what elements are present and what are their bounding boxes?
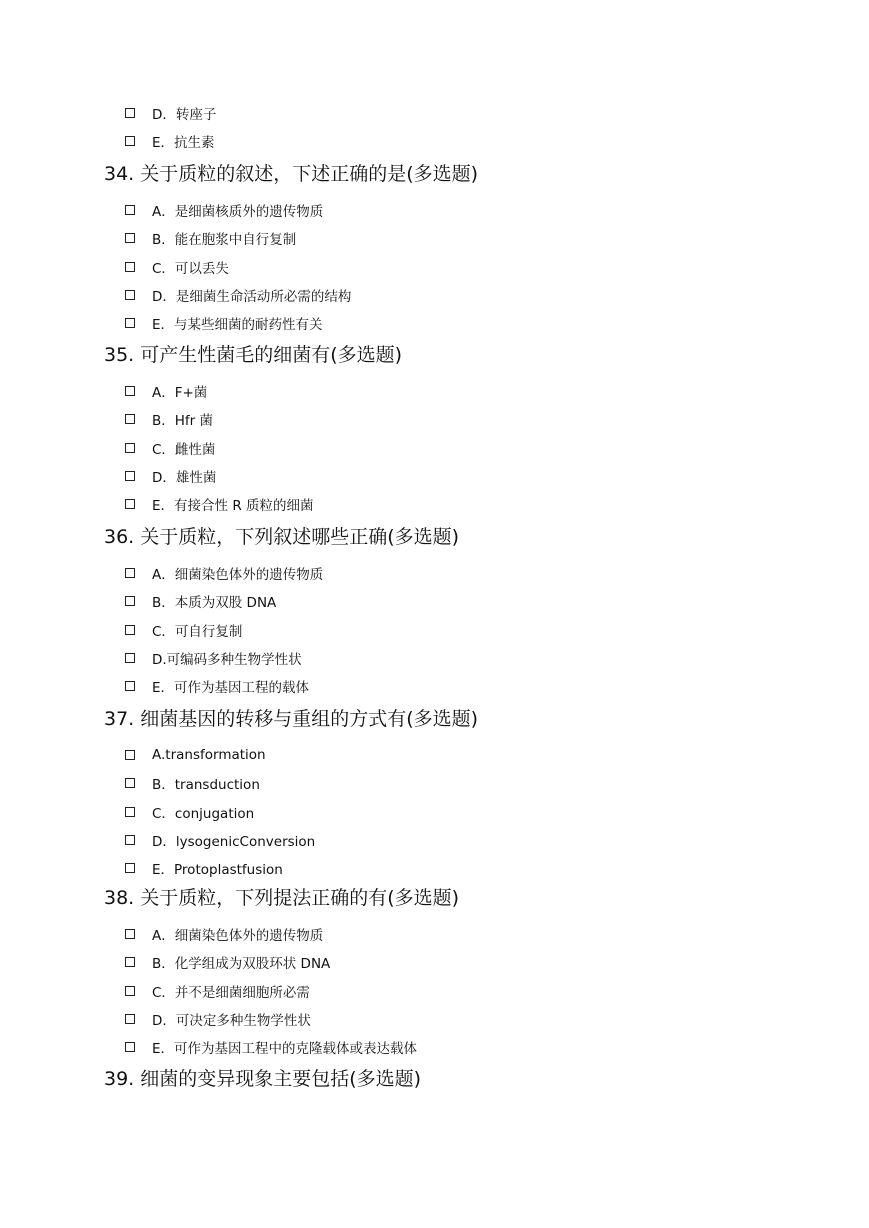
option-item[interactable]	[125, 285, 351, 305]
option-label: A.transformation	[152, 747, 266, 763]
checkbox-icon[interactable]	[125, 835, 135, 845]
checkbox-icon[interactable]	[125, 596, 135, 606]
option-item[interactable]	[125, 200, 323, 220]
option-label: E．与某些细菌的耐药性有关	[152, 317, 323, 334]
option-item[interactable]	[125, 952, 330, 972]
checkbox-icon[interactable]	[125, 262, 135, 272]
option-label: A．细菌染色体外的遗传物质	[152, 567, 324, 583]
option-label: C．并不是细菌细胞所必需	[152, 984, 310, 1001]
option-label: C．可以丢失	[152, 260, 229, 277]
checkbox-icon[interactable]	[125, 205, 135, 215]
option-item[interactable]	[125, 313, 323, 333]
question-title: 38. 关于质粒，下列提法正确的有(多选题)	[104, 887, 460, 909]
question-title: 34. 关于质粒的叙述，下述正确的是(多选题)	[104, 163, 479, 185]
checkbox-icon[interactable]	[125, 929, 135, 939]
checkbox-icon[interactable]	[125, 1042, 135, 1052]
checkbox-icon[interactable]	[125, 568, 135, 578]
option-item[interactable]	[125, 830, 315, 850]
option-label: D．lysogenicConversion	[152, 833, 316, 850]
question-title: 36. 关于质粒，下列叙述哪些正确(多选题)	[104, 526, 460, 548]
question-title: 35. 可产生性菌毛的细菌有(多选题)	[104, 344, 403, 366]
option-item[interactable]	[125, 381, 207, 401]
option-label: E．有接合性 R 质粒的细菌	[152, 498, 314, 515]
option-item[interactable]	[125, 228, 296, 248]
option-item[interactable]	[125, 676, 309, 696]
checkbox-icon[interactable]	[125, 290, 135, 300]
option-item[interactable]	[125, 563, 323, 583]
option-item[interactable]	[125, 1009, 311, 1029]
option-label: B．transduction	[152, 777, 260, 794]
option-item[interactable]	[125, 409, 213, 429]
option-label: D．是细菌生命活动所必需的结构	[152, 288, 352, 305]
option-label: B．本质为双股 DNA	[152, 595, 277, 612]
option-label: C．conjugation	[152, 805, 255, 822]
checkbox-icon[interactable]	[125, 863, 135, 873]
option-label: D．可决定多种生物学性状	[152, 1012, 311, 1029]
checkbox-icon[interactable]	[125, 386, 135, 396]
option-item[interactable]	[125, 924, 323, 944]
checkbox-icon[interactable]	[125, 778, 135, 788]
option-label: E．抗生素	[152, 135, 215, 152]
question-title: 37. 细菌基因的转移与重组的方式有(多选题)	[104, 708, 479, 730]
option-label: B．化学组成为双股环状 DNA	[152, 956, 331, 973]
checkbox-icon[interactable]	[125, 414, 135, 424]
question-title: 39. 细菌的变异现象主要包括(多选题)	[104, 1068, 422, 1090]
checkbox-icon[interactable]	[125, 108, 135, 118]
option-item[interactable]	[125, 981, 310, 1001]
option-label: A．是细菌核质外的遗传物质	[152, 204, 324, 220]
checkbox-icon[interactable]	[125, 499, 135, 509]
option-label: B．能在胞浆中自行复制	[152, 232, 297, 249]
checkbox-icon[interactable]	[125, 957, 135, 967]
option-label: E．可作为基因工程的载体	[152, 680, 310, 697]
checkbox-icon[interactable]	[125, 318, 135, 328]
option-label: D.可编码多种生物学性状	[152, 651, 302, 668]
option-item[interactable]	[125, 1037, 417, 1057]
checkbox-icon[interactable]	[125, 443, 135, 453]
checkbox-icon[interactable]	[125, 653, 135, 663]
option-label: B．Hfr 菌	[152, 413, 214, 430]
checkbox-icon[interactable]	[125, 681, 135, 691]
option-label: D．转座子	[152, 107, 217, 123]
checkbox-icon[interactable]	[125, 233, 135, 243]
option-item[interactable]	[125, 257, 229, 277]
checkbox-icon[interactable]	[125, 625, 135, 635]
option-item[interactable]	[125, 103, 216, 123]
option-label: C．可自行复制	[152, 623, 243, 640]
option-item[interactable]	[125, 745, 266, 765]
checkbox-icon[interactable]	[125, 136, 135, 146]
checkbox-icon[interactable]	[125, 1014, 135, 1024]
option-label: D．雄性菌	[152, 469, 217, 486]
option-item[interactable]	[125, 773, 260, 793]
option-item[interactable]	[125, 494, 314, 514]
option-item[interactable]	[125, 858, 283, 878]
option-item[interactable]	[125, 466, 216, 486]
option-item[interactable]	[125, 620, 242, 640]
option-item[interactable]	[125, 648, 302, 668]
option-item[interactable]	[125, 131, 215, 151]
checkbox-icon[interactable]	[125, 807, 135, 817]
option-label: E．Protoplastfusion	[152, 862, 283, 879]
option-label: C．雌性菌	[152, 441, 216, 458]
option-label: E．可作为基因工程中的克隆载体或表达载体	[152, 1041, 418, 1058]
checkbox-icon[interactable]	[125, 986, 135, 996]
option-item[interactable]	[125, 802, 254, 822]
option-item[interactable]	[125, 591, 276, 611]
option-label: A．F+菌	[152, 385, 208, 401]
checkbox-icon[interactable]	[125, 750, 135, 760]
checkbox-icon[interactable]	[125, 471, 135, 481]
option-label: A．细菌染色体外的遗传物质	[152, 928, 324, 944]
option-item[interactable]	[125, 438, 215, 458]
